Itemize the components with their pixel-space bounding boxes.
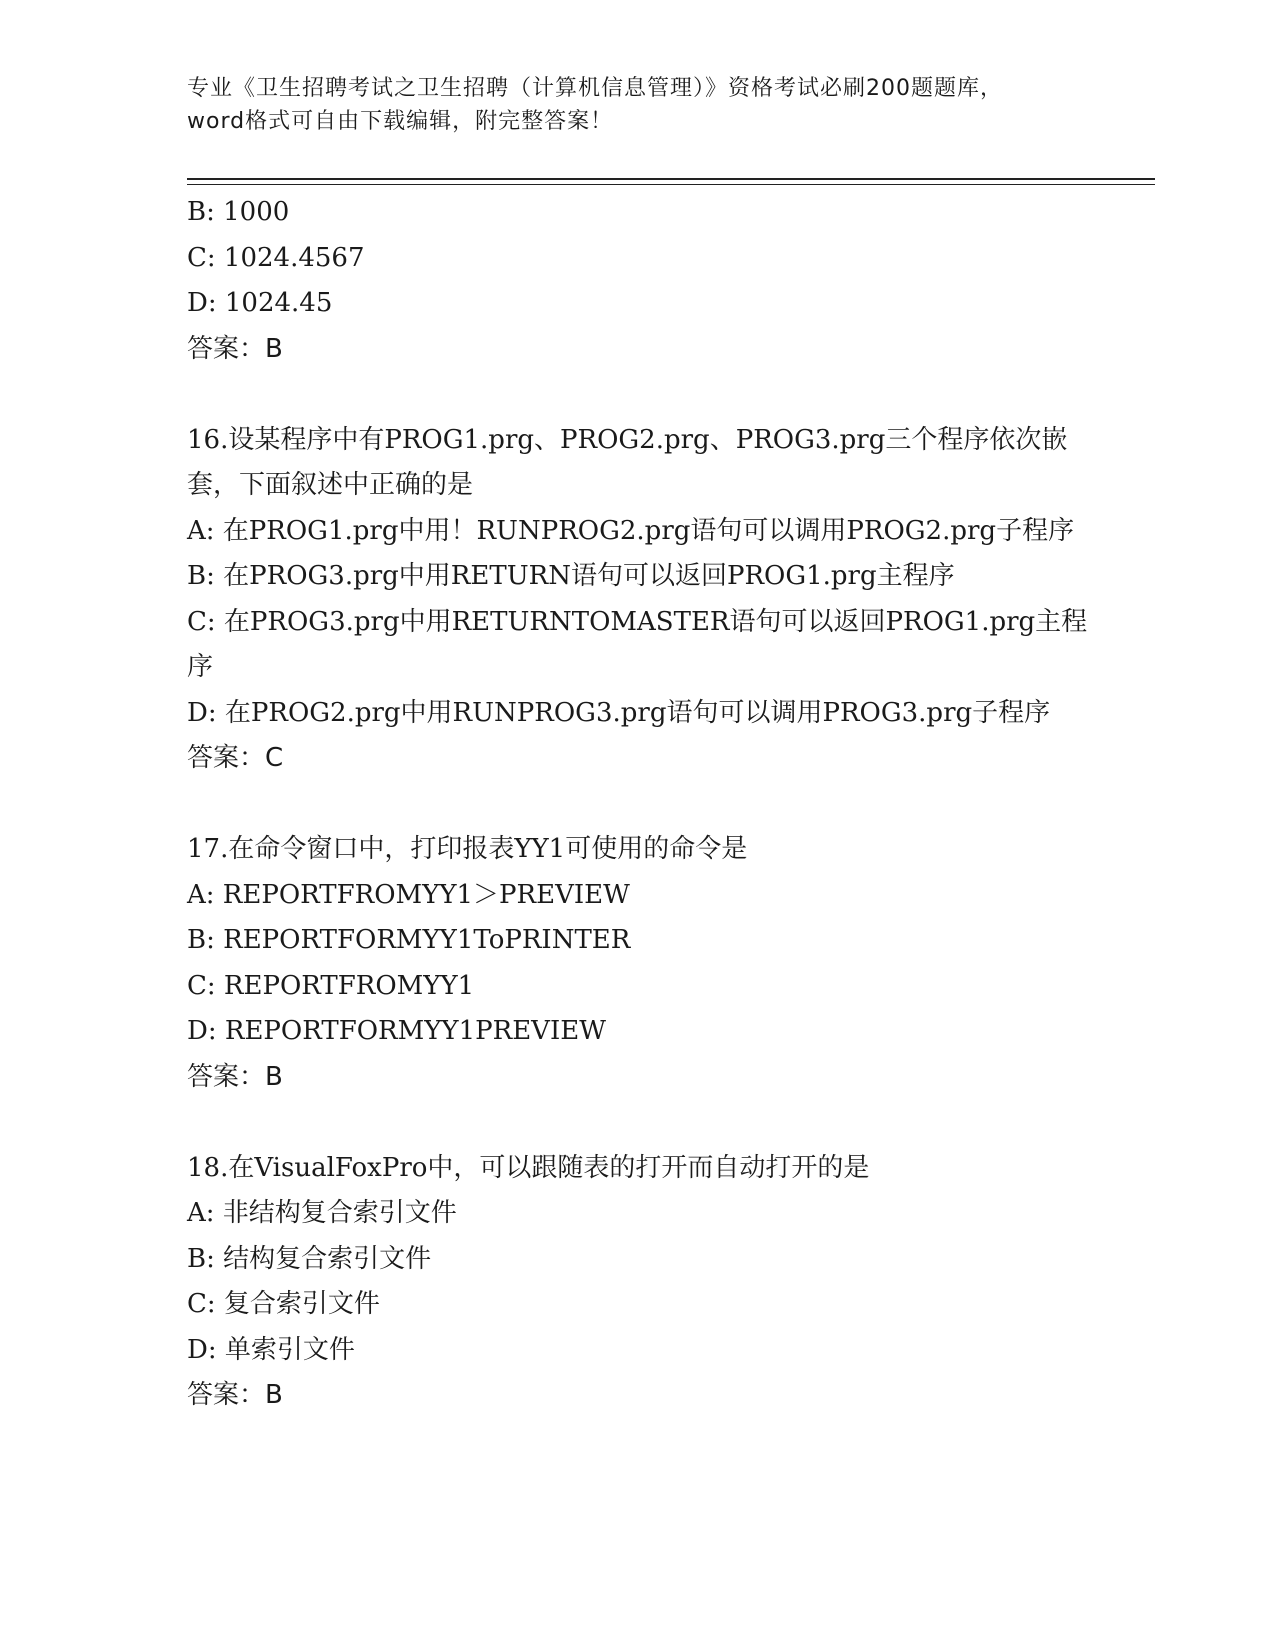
question-stem: 16.设某程序中有PROG1.prg、PROG2.prg、PROG3.prg三个程序依次嵌	[187, 424, 1068, 455]
option-b: B: 在PROG3.prg中用RETURN语句可以返回PROG1.prg主程序	[187, 561, 955, 591]
option-c: C: REPORTFROMYY1	[187, 970, 475, 1001]
question-16	[187, 418, 1087, 782]
page-header	[187, 72, 1087, 138]
question-stem-cont: 套，下面叙述中正确的是	[187, 470, 474, 500]
header-line-2: word格式可自由下载编辑，附完整答案！	[187, 109, 614, 134]
answer-line: 答案：C	[187, 743, 284, 773]
option-d: D: 1024.45	[187, 288, 333, 318]
header-rule-thin	[187, 184, 1155, 185]
option-d: D: 单索引文件	[187, 1334, 355, 1365]
option-b: B: 1000	[187, 197, 290, 227]
option-b: B: 结构复合索引文件	[187, 1243, 432, 1274]
option-a: A: 在PROG1.prg中用！RUNPROG2.prg语句可以调用PROG2.prg子程序	[187, 515, 1075, 546]
option-c: C: 在PROG3.prg中用RETURNTOMASTER语句可以返回PROG1.prg主程	[187, 606, 1088, 637]
answer-line: 答案：B	[187, 1061, 283, 1092]
option-d: D: REPORTFORMYY1PREVIEW	[187, 1016, 606, 1046]
question-content	[187, 190, 1087, 1419]
question-17	[187, 827, 1087, 1100]
option-c-cont: 序	[187, 652, 214, 682]
spacer	[187, 1100, 1087, 1146]
answer-line: 答案：B	[187, 333, 283, 364]
question-stem: 18.在VisualFoxPro中，可以跟随表的打开而自动打开的是	[187, 1152, 870, 1183]
option-d: D: 在PROG2.prg中用RUNPROG3.prg语句可以调用PROG3.prg子程序	[187, 697, 1051, 728]
option-b: B: REPORTFORMYY1ToPRINTER	[187, 925, 631, 955]
option-c: C: 1024.4567	[187, 242, 365, 273]
header-line-1: 专业《卫生招聘考试之卫生招聘（计算机信息管理）》资格考试必刷200题题库，	[187, 76, 1003, 101]
previous-question-block	[187, 190, 1087, 372]
question-stem: 17.在命令窗口中，打印报表YY1可使用的命令是	[187, 834, 748, 864]
header-rule-thick	[187, 178, 1155, 180]
option-a: A: 非结构复合索引文件	[187, 1198, 457, 1228]
spacer	[187, 782, 1087, 828]
option-a: A: REPORTFROMYY1＞PREVIEW	[187, 879, 630, 910]
question-18	[187, 1146, 1087, 1419]
spacer	[187, 372, 1087, 418]
option-c: C: 复合索引文件	[187, 1289, 380, 1319]
answer-line: 答案：B	[187, 1380, 283, 1410]
